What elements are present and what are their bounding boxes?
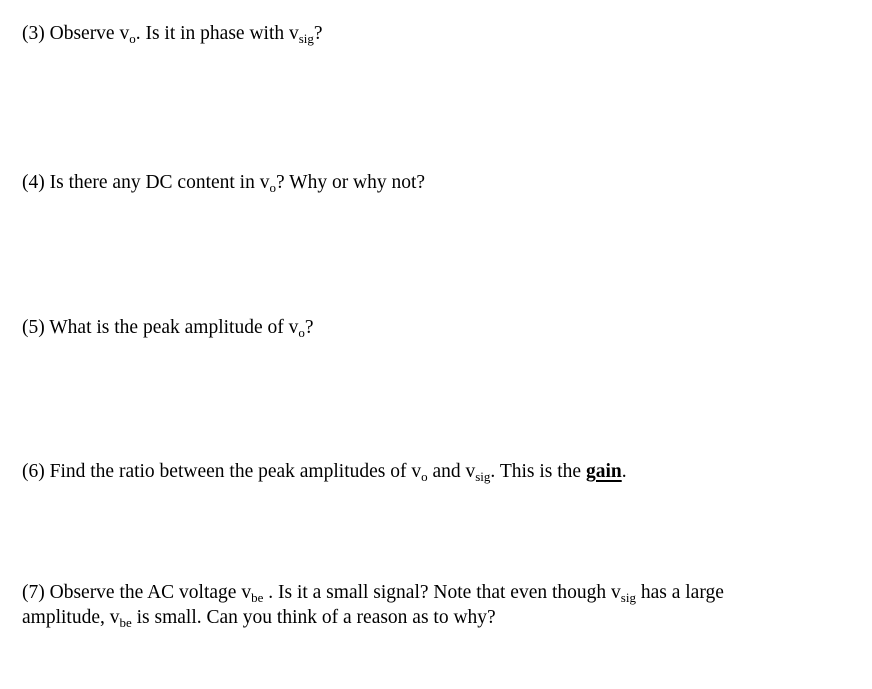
question-3 (22, 22, 323, 46)
subscript-o: o (298, 325, 305, 340)
question-3-text: . Is it in phase with v (135, 23, 299, 44)
subscript-o: o (269, 180, 276, 195)
question-4-text: (4) Is there any DC content in v (22, 172, 270, 193)
question-7-text: has a large (635, 582, 724, 603)
question-6-text: and v (427, 461, 476, 482)
question-5 (22, 316, 314, 340)
question-5-text: (5) What is the peak amplitude of v (22, 317, 299, 338)
question-7-text: . Is it a small signal? Note that even though v (263, 582, 621, 603)
question-4-text: ? Why or why not? (275, 172, 426, 193)
subscript-sig: sig (475, 469, 491, 484)
subscript-be: be (251, 590, 264, 605)
subscript-be: be (119, 615, 132, 630)
question-6-text: . This is the (490, 461, 586, 482)
subscript-o: o (421, 469, 428, 484)
question-7 (22, 580, 724, 630)
question-6-text: (6) Find the ratio between the peak amplitudes of v (22, 461, 422, 482)
question-7-text: is small. Can you think of a reason as to why? (131, 607, 496, 628)
question-6-text: . (621, 461, 627, 482)
question-3-text: (3) Observe v (22, 23, 130, 44)
question-3-text: ? (313, 23, 323, 44)
question-7-text: (7) Observe the AC voltage v (22, 582, 252, 603)
subscript-o: o (129, 31, 136, 46)
question-6 (22, 460, 627, 484)
subscript-sig: sig (298, 31, 314, 46)
subscript-sig: sig (620, 590, 636, 605)
gain-emphasis: gain (585, 461, 622, 482)
question-5-text: ? (304, 317, 314, 338)
question-7-text: amplitude, v (22, 607, 120, 628)
question-4 (22, 171, 425, 195)
